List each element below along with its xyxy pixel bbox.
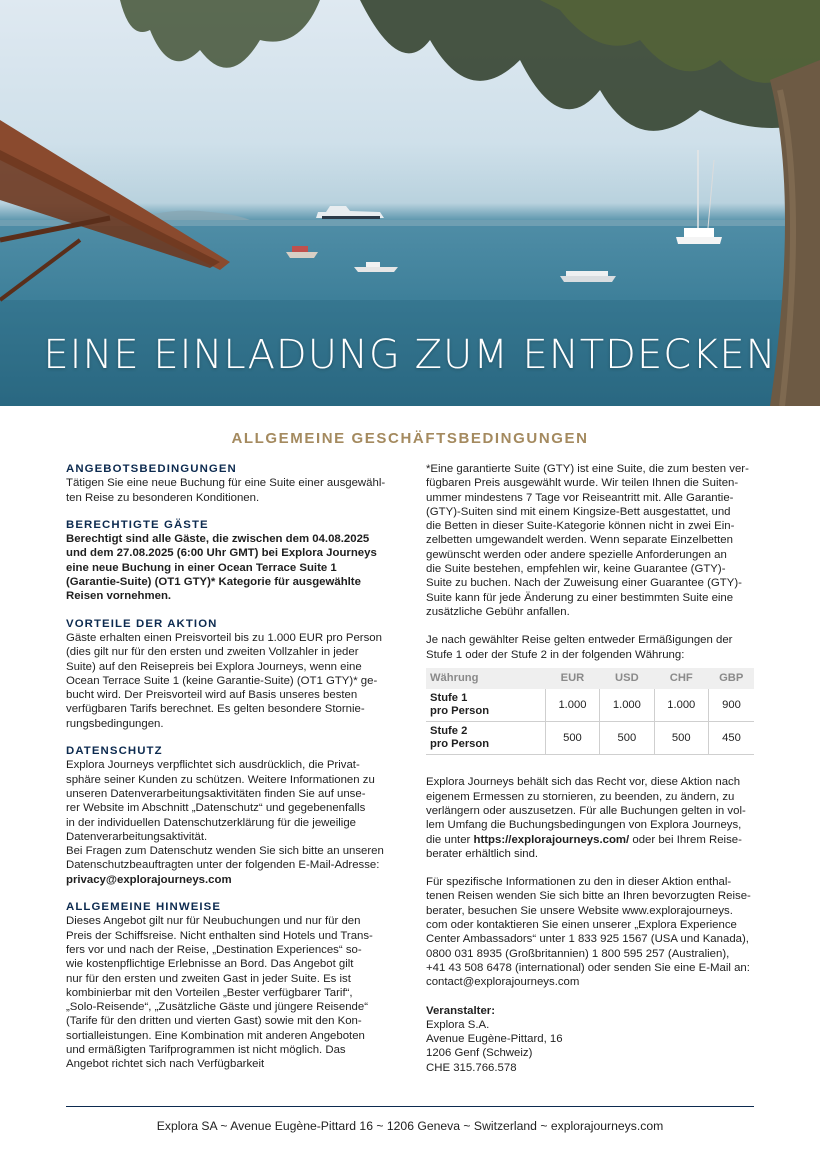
section-berechtigte-gaeste [66, 518, 394, 604]
table-header: EUR [545, 668, 599, 689]
text-fragment: oder bei Ihrem Reise- [629, 833, 742, 846]
text-line: verlängern oder auszusetzen. Für alle Buchungen gelten in vol- [426, 804, 746, 817]
text-line: 1206 Genf (Schweiz) [426, 1047, 533, 1060]
table-header: Währung [426, 668, 545, 689]
section-heading: VORTEILE DER AKTION [66, 617, 218, 630]
text-line: sortialleistungen. Eine Kombination mit anderen Angeboten [66, 1029, 365, 1042]
text-line: Stufe 1 oder der Stufe 2 in der folgenden Währung: [426, 648, 685, 661]
hero-image [0, 0, 820, 406]
text-line: Ocean Terrace Suite 1 (keine Garantie-Suite) (OT1 GTY)* ge- [66, 674, 378, 687]
text-line: und dem 27.08.2025 (6:00 Uhr GMT) bei Explora Journeys [66, 547, 377, 560]
text-line: com oder kontaktieren Sie einen unserer „Explora Experience [426, 919, 737, 932]
section-allgemeine-hinweise [66, 900, 394, 1072]
text-line: gewünscht werden oder andere spezielle Anforderungen an [426, 548, 727, 561]
text-line: Berechtigt sind alle Gäste, die zwischen dem 04.08.2025 [66, 533, 370, 546]
section-heading: ALLGEMEINE HINWEISE [66, 901, 222, 914]
text-line: (Garantie-Suite) (OT1 GTY)* Kategorie für ausgewählte [66, 576, 361, 589]
reservation-notice [426, 775, 754, 861]
text-line: ummer mindestens 7 Tage vor Reiseantritt mit. Alle Garantie- [426, 491, 734, 504]
text-line: rungsbedingungen. [66, 717, 164, 730]
text-line: Explora S.A. [426, 1018, 490, 1031]
text-line [426, 833, 754, 847]
text-line: eine neue Buchung in einer Ocean Terrace Suite 1 [66, 561, 337, 574]
text-line: Center Ambassadors“ unter 1 833 925 1567 (USA und Kanada), [426, 933, 749, 946]
text-line: Bei Fragen zum Datenschutz wenden Sie sich bitte an unseren [66, 845, 384, 858]
table-header-row [426, 668, 754, 689]
contact-info [426, 875, 754, 989]
text-line: „Solo-Reisende“, „Zusätzliche Gäste und jüngere Reisende“ [66, 1001, 369, 1014]
text-line: *Eine garantierte Suite (GTY) ist eine Suite, die zum besten ver- [426, 463, 749, 475]
text-line: zelbetten umgewandelt werden. Wenn separate Einzelbetten [426, 534, 733, 547]
table-cell: 1.000 [654, 689, 708, 722]
footer: Explora SA ~ Avenue Eugène-Pittard 16 ~ 1206 Geneva ~ Switzerland ~ explorajourneys.com [156, 1119, 664, 1133]
text-line: bucht wird. Der Preisvorteil wird auf Basis unseres besten [66, 689, 358, 702]
table-cell: 450 [708, 722, 754, 755]
text-line: Suite zu buchen. Nach der Zuweisung einer Guarantee (GTY)- [426, 577, 742, 590]
text-line: Gäste erhalten einen Preisvorteil bis zu 1.000 EUR pro Person [66, 631, 382, 644]
text-line: (Tarife für den dritten und vierten Gast) sowie mit den Kon- [66, 1015, 362, 1028]
section-datenschutz [66, 744, 394, 887]
section-heading: DATENSCHUTZ [66, 745, 163, 758]
text-fragment: die unter [426, 833, 474, 846]
organizer-block [426, 1004, 754, 1075]
table-cell: 500 [600, 722, 654, 755]
table-cell: 1.000 [600, 689, 654, 722]
section-angebotsbedingungen [66, 462, 394, 505]
table-row [426, 722, 754, 755]
text-line: Angebot richtet sich nach Verfügbarkeit [66, 1058, 265, 1071]
text-line: fügbaren Preis ausgewählt wurde. Wir teilen Ihnen die Suiten- [426, 477, 739, 490]
text-line: 0800 031 8935 (Großbritannien) 1 800 595 257 (Australien), [426, 947, 730, 960]
text-line: Tätigen Sie eine neue Buchung für eine Suite einer ausgewähl- [66, 477, 386, 490]
text-line: Reisen vornehmen. [66, 590, 172, 603]
text-line: sphäre seiner Kunden zu schützen. Weitere Informationen zu [66, 773, 375, 786]
text-line: wie kostenpflichtige Erlebnisse an Bord. Das Angebot gilt [66, 958, 354, 971]
table-cell: 500 [545, 722, 599, 755]
section-vorteile [66, 617, 394, 731]
text-line: Preis der Schiffsreise. Nicht enthalten sind Hotels und Trans- [66, 929, 373, 942]
text-line: Suite) auf den Reisepreis bei Explora Journeys, wenn eine [66, 660, 362, 673]
row-label-line: pro Person [430, 705, 490, 718]
text-line: (GTY)-Suiten sind mit einem Kingsize-Bett ausgestattet, und [426, 505, 731, 518]
contact-email-link[interactable]: contact@explorajourneys.com [426, 976, 580, 989]
hero-title: EINE EINLADUNG ZUM ENTDECKEN [43, 332, 777, 378]
row-label [426, 689, 545, 722]
document-title: ALLGEMEINE GESCHÄFTSBEDINGUNGEN [231, 430, 589, 447]
footer-divider [66, 1106, 754, 1107]
text-line: tenen Reisen wenden Sie sich bitte an Ihren bevorzugten Reise- [426, 890, 751, 903]
text-line: fers vor und nach der Reise, „Destination Experiences“ so- [66, 943, 362, 956]
table-row [426, 689, 754, 722]
text-line: ten Reise zu besonderen Konditionen. [66, 491, 260, 504]
gty-footnote [426, 462, 754, 619]
text-line: die Betten in dieser Suite-Kategorie können nicht in zwei Ein- [426, 520, 735, 533]
text-line: verfügbaren Tarifs berechnet. Es gelten besondere Stornie- [66, 703, 365, 716]
text-line: berater erhältlich sind. [426, 847, 539, 860]
text-line: rer Website im Abschnitt „Datenschutz“ und gegebenenfalls [66, 802, 366, 815]
text-line: eigenem Ermessen zu stornieren, zu beenden, zu ändern, zu [426, 790, 735, 803]
text-line: zusätzliche Gebühr anfallen. [426, 605, 570, 618]
privacy-email-link[interactable]: privacy@explorajourneys.com [66, 873, 232, 886]
text-line: berater, besuchen Sie unsere Website www.explorajourneys. [426, 904, 733, 917]
text-line: Explora Journeys behält sich das Recht vor, diese Aktion nach [426, 776, 741, 789]
text-line: CHE 315.766.578 [426, 1061, 517, 1074]
row-label-line: Stufe 2 [430, 725, 468, 738]
text-line: (dies gilt nur für den ersten und zweiten Vollzahler in jeder [66, 646, 359, 659]
section-heading: BERECHTIGTE GÄSTE [66, 518, 209, 531]
text-line: Avenue Eugène-Pittard, 16 [426, 1033, 563, 1046]
text-line: Suite kann für jede Änderung zu einer bestimmten Suite eine [426, 591, 734, 604]
table-cell: 900 [708, 689, 754, 722]
text-line: in der individuellen Datenschutzerklärung für die jeweilige [66, 816, 356, 829]
text-line: Dieses Angebot gilt nur für Neubuchungen und nur für den [66, 915, 361, 928]
discount-table [426, 668, 754, 756]
table-cell: 500 [654, 722, 708, 755]
text-line: Für spezifische Informationen zu den in dieser Aktion enthal- [426, 876, 732, 889]
table-header: USD [600, 668, 654, 689]
text-line: Datenschutzbeauftragten unter der folgenden E-Mail-Adresse: [66, 859, 380, 872]
text-line: nur für den ersten und zweiten Gast in jeder Suite. Es ist [66, 972, 351, 985]
table-header: GBP [708, 668, 754, 689]
text-line: Datenverarbeitungsaktivität. [66, 830, 208, 843]
table-cell: 1.000 [545, 689, 599, 722]
left-column [66, 462, 394, 1085]
right-column [426, 462, 754, 1075]
text-line: kombinierbar mit den Vorteilen „Bester verfügbarer Tarif“, [66, 986, 353, 999]
website-link[interactable]: https://explorajourneys.com/ [473, 833, 630, 846]
organizer-heading: Veranstalter: [426, 1004, 496, 1017]
text-line: und ermäßigten Tarifprogrammen ist nicht möglich. Das [66, 1043, 346, 1056]
text-line: +41 43 508 6478 (international) oder senden Sie eine E-Mail an: [426, 961, 750, 974]
section-heading: ANGEBOTSBEDINGUNGEN [66, 463, 237, 475]
row-label-line: pro Person [430, 738, 490, 751]
text-line: Explora Journeys verpflichtet sich ausdrücklich, die Privat- [66, 759, 360, 772]
row-label-line: Stufe 1 [430, 692, 468, 705]
text-line: unseren Datenverarbeitungsaktivitäten finden Sie auf unse- [66, 787, 366, 800]
table-header: CHF [654, 668, 708, 689]
text-line: die Suite bestehen, empfehlen wir, keine Guarantee (GTY)- [426, 563, 726, 576]
text-line: lem Umfang die Buchungsbedingungen von Explora Journeys, [426, 819, 742, 832]
text-line: Je nach gewählter Reise gelten entweder Ermäßigungen der [426, 634, 733, 647]
row-label [426, 722, 545, 755]
